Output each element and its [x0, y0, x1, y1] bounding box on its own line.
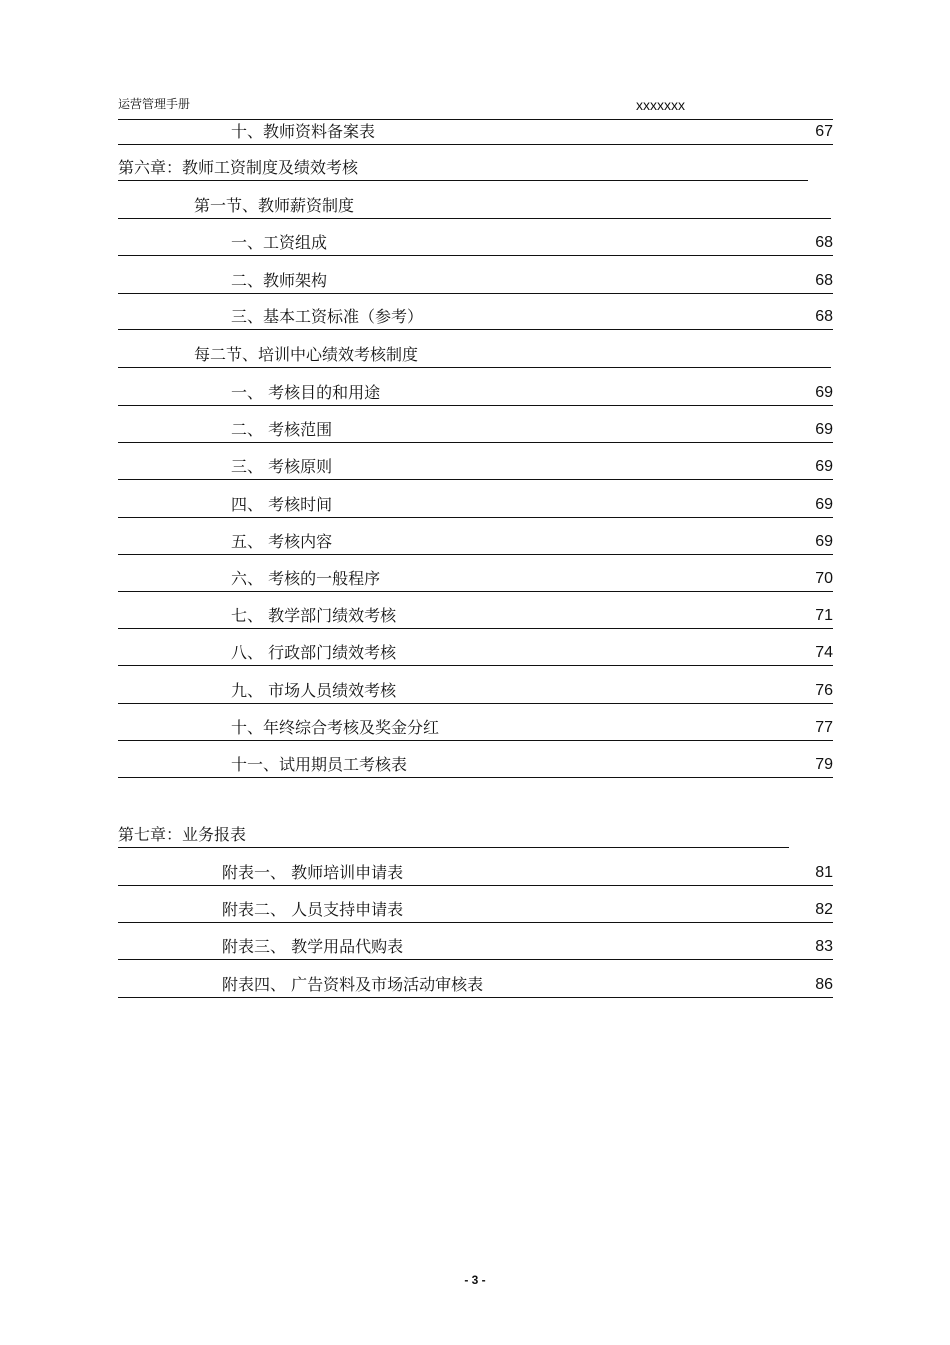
toc-entry[interactable] — [118, 531, 833, 555]
toc-entry[interactable] — [118, 494, 833, 518]
toc-entry[interactable] — [118, 717, 833, 741]
toc-entry-page: 68 — [815, 234, 833, 251]
toc-entry-page: 83 — [815, 938, 833, 955]
toc-entry-label: 九、 市场人员绩效考核 — [231, 681, 397, 700]
toc-entry-page: 67 — [815, 123, 833, 140]
page-number: - 3 - — [464, 1273, 486, 1287]
toc-entry-page: 70 — [815, 570, 833, 587]
toc-entry[interactable] — [118, 568, 833, 592]
toc-entry-label: 附表二、 人员支持申请表 — [222, 900, 404, 919]
toc-entry[interactable] — [118, 862, 833, 886]
toc-entry[interactable] — [118, 936, 833, 960]
toc-entry-page: 74 — [815, 644, 833, 661]
toc-entry[interactable] — [118, 754, 833, 778]
toc-entry-label: 十、教师资料备案表 — [231, 122, 376, 141]
toc-entry-page: 69 — [815, 496, 833, 513]
toc-entry[interactable] — [118, 899, 833, 923]
toc-entry-page: 69 — [815, 421, 833, 438]
toc-chapter[interactable] — [118, 824, 789, 848]
toc-entry-label: 一、 考核目的和用途 — [231, 383, 381, 402]
toc-entry-label: 八、 行政部门绩效考核 — [231, 643, 397, 662]
running-header-title: 运营管理手册 — [118, 97, 191, 111]
toc-entry-label: 二、教师架构 — [231, 271, 328, 290]
running-header-company: xxxxxxx — [636, 97, 685, 113]
toc-entry-label: 十一、试用期员工考核表 — [231, 755, 408, 774]
toc-entry[interactable] — [118, 680, 833, 704]
toc-entry-page: 68 — [815, 308, 833, 325]
toc-entry-page: 79 — [815, 756, 833, 773]
toc-entry-page: 82 — [815, 901, 833, 918]
toc-entry[interactable] — [118, 456, 833, 480]
toc-entry-label: 附表三、 教学用品代购表 — [222, 937, 404, 956]
toc-entry-label: 第一节、教师薪资制度 — [194, 196, 355, 215]
toc-entry-label: 五、 考核内容 — [231, 532, 333, 551]
toc-entry-page: 69 — [815, 458, 833, 475]
toc-entry-page: 76 — [815, 682, 833, 699]
toc-section[interactable] — [118, 195, 831, 219]
toc-entry[interactable] — [118, 382, 833, 406]
toc-entry-page: 86 — [815, 976, 833, 993]
toc-entry-label: 附表一、 教师培训申请表 — [222, 863, 404, 882]
toc-entry-label: 七、 教学部门绩效考核 — [231, 606, 397, 625]
toc-entry-page: 69 — [815, 384, 833, 401]
toc-entry-label: 三、基本工资标准（参考） — [231, 307, 424, 326]
toc-entry-label: 第七章：业务报表 — [118, 825, 247, 844]
toc-entry-page: 77 — [815, 719, 833, 736]
toc-entry[interactable] — [118, 232, 833, 256]
toc-entry-label: 四、 考核时间 — [231, 495, 333, 514]
toc-entry[interactable] — [118, 121, 833, 145]
toc-entry[interactable] — [118, 974, 833, 998]
toc-entry-label: 每二节、培训中心绩效考核制度 — [194, 345, 419, 364]
toc-entry[interactable] — [118, 642, 833, 666]
toc-entry[interactable] — [118, 270, 833, 294]
toc-entry-label: 第六章：教师工资制度及绩效考核 — [118, 158, 359, 177]
toc-entry-label: 一、工资组成 — [231, 233, 328, 252]
toc-entry[interactable] — [118, 419, 833, 443]
toc-entry-page: 69 — [815, 533, 833, 550]
toc-section[interactable] — [118, 344, 831, 368]
toc-entry-label: 附表四、 广告资料及市场活动审核表 — [222, 975, 484, 994]
toc-entry-label: 十、年终综合考核及奖金分红 — [231, 718, 440, 737]
toc-chapter[interactable] — [118, 157, 808, 181]
toc-entry[interactable] — [118, 306, 833, 330]
toc-entry[interactable] — [118, 605, 833, 629]
toc-entry-label: 二、 考核范围 — [231, 420, 333, 439]
toc-entry-page: 71 — [815, 607, 833, 624]
toc-entry-page: 81 — [815, 864, 833, 881]
toc-entry-page: 68 — [815, 272, 833, 289]
toc-entry-label: 三、 考核原则 — [231, 457, 333, 476]
toc-entry-label: 六、 考核的一般程序 — [231, 569, 381, 588]
